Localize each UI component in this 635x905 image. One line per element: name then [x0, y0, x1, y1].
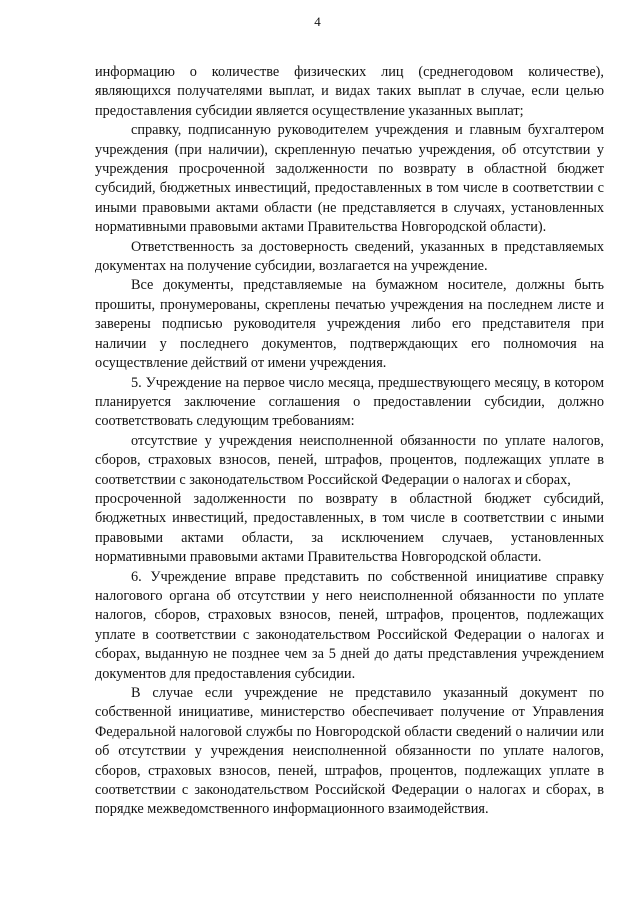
page-number: 4 [314, 14, 321, 29]
paragraph: справку, подписанную руководителем учреждения и главным бухгалтером учреждения (при наличии), скрепленную печатью учреждения, об отсутствии у учреждения просроченной задолженности по возврату в областной бюджет субсидий, бюджетных инвестиций, предоставленных в том числе в соответствии с иными правовыми актами области (не представляется в случаях, установленных нормативными правовыми актами Правительства Новгородской области). [95, 122, 604, 236]
paragraph: информацию о количестве физических лиц (среднегодовом количестве), являющихся получателями выплат, и видах таких выплат в случае, если целью предоставления субсидии является осуществление указанных выплат; [95, 64, 604, 119]
document-body [95, 63, 604, 820]
paragraph: 6. Учреждение вправе представить по собственной инициативе справку налогового органа об отсутствии у него неисполненной обязанности по уплате налогов, сборов, страховых взносов, пеней, штрафов, процентов, подлежащих уплате в соответствии с законодательством Российской Федерации о налогах и сборах, выданную не позднее чем за 5 дней до даты представления учреждением документов для предоставления субсидии. [95, 568, 604, 682]
paragraph: В случае если учреждение не представило указанный документ по собственной инициативе, министерство обеспечивает получение от Управления Федеральной налоговой службы по Новгородской области сведений о наличии или об отсутствии у учреждения неисполненной обязанности по уплате налогов, сборов, страховых взносов, пеней, штрафов, процентов, подлежащих уплате в соответствии с законодательством Российской Федерации о налогах и сборах, в порядке межведомственного информационного взаимодействия. [95, 685, 604, 818]
paragraph: отсутствие у учреждения неисполненной обязанности по уплате налогов, сборов, страховых взносов, пеней, штрафов, процентов, подлежащих уплате в соответствии с законодательством Российской Федерации о налогах и сборах, [95, 432, 604, 488]
paragraph: Ответственность за достоверность сведений, указанных в представляемых документах на получение субсидии, возлагается на учреждение. [95, 238, 604, 275]
paragraph: Все документы, представляемые на бумажном носителе, должны быть прошиты, пронумерованы, скреплены печатью учреждения на последнем листе и заверены подписью руководителя учреждения либо его представителя при наличии у последнего документов, подтверждающих его полномочия на осуществление действий от имени учреждения. [95, 277, 604, 372]
paragraph: 5. Учреждение на первое число месяца, предшествующего месяцу, в котором планируется заключение соглашения о предоставлении субсидии, должно соответствовать следующим требованиям: [95, 374, 604, 430]
paragraph: просроченной задолженности по возврату в областной бюджет субсидий, бюджетных инвестиций, предоставленных, в том числе в соответствии с иными правовыми актами области, за исключением случаев, установленных нормативными правовыми актами Правительства Новгородской области. [95, 490, 604, 566]
